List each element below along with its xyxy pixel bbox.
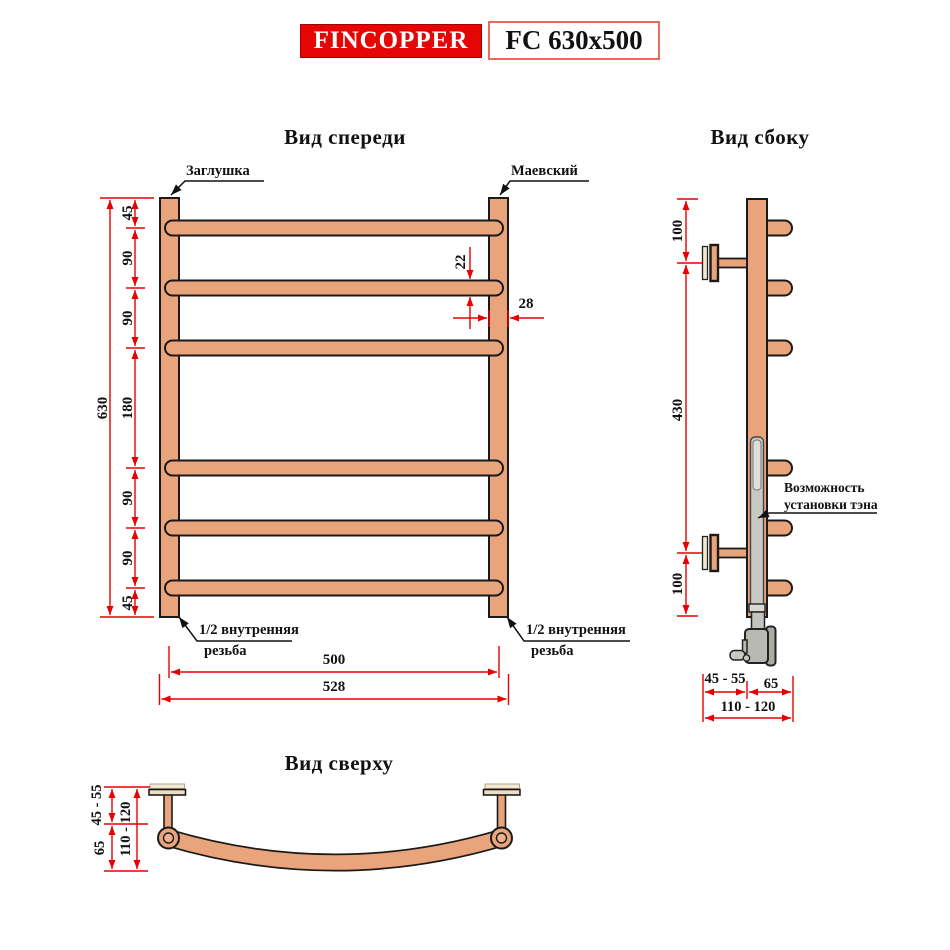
front-bar-4	[165, 461, 503, 476]
front-view-title: Вид спереди	[284, 125, 406, 149]
thread-left-label-line2: резьба	[204, 643, 247, 659]
dim-528: 528	[322, 679, 346, 695]
dim-side-65: 65	[763, 676, 779, 692]
heater-option-label-line1: Возможность	[784, 480, 865, 495]
front-bar-1	[165, 221, 503, 236]
dim-side-110-120: 110 - 120	[720, 699, 776, 715]
bracket-arm-bottom	[714, 549, 750, 558]
dim-630: 630	[94, 396, 111, 420]
bracket-flange-bottom	[711, 535, 719, 571]
dim-topview-110-120: 110 - 120	[117, 801, 134, 857]
front-right-post	[489, 198, 508, 617]
dim-topview-45-55: 45 - 55	[88, 784, 105, 826]
heater-leader-line	[758, 513, 877, 518]
heater-collar	[749, 604, 765, 612]
cable-gland-nut	[743, 655, 749, 661]
dim-side-100-top: 100	[669, 219, 686, 243]
front-bar-5	[165, 521, 503, 536]
top-view-title: Вид сверху	[284, 751, 394, 775]
side-view-title: Вид сбоку	[710, 125, 810, 149]
top-stem-right	[498, 793, 506, 831]
dim-chain-90-2: 90	[119, 310, 136, 326]
front-left-post	[160, 198, 179, 617]
dim-28: 28	[518, 296, 534, 312]
front-bar-6	[165, 581, 503, 596]
dim-chain-90-1: 90	[119, 250, 136, 266]
wall-plate-bottom	[703, 537, 708, 570]
wall-plate-top	[703, 247, 708, 280]
top-post-left-bore	[164, 833, 174, 843]
brand-logo: FINCOPPER	[300, 24, 482, 58]
dim-side-430: 430	[669, 398, 686, 422]
front-bar-3	[165, 341, 503, 356]
side-view-drawing	[703, 199, 878, 666]
plug-leader-line	[171, 181, 264, 195]
dim-22: 22	[452, 254, 469, 270]
top-stem-left	[164, 793, 172, 831]
thread-left-label-line1: 1/2 внутренняя	[199, 622, 299, 638]
top-post-right-bore	[497, 833, 507, 843]
dim-chain-90-4: 90	[119, 550, 136, 566]
plug-label: Заглушка	[186, 163, 250, 179]
dim-side-100-bottom: 100	[669, 572, 686, 596]
dim-side-45-55: 45 - 55	[704, 671, 746, 687]
dim-chain-90-3: 90	[119, 490, 136, 506]
top-wall-plate-right	[484, 790, 521, 796]
dim-chain-45-bottom: 45	[119, 595, 136, 611]
bracket-flange-top	[711, 245, 719, 281]
valve-label: Маевский	[511, 163, 578, 179]
top-wall-plate-right-back	[485, 784, 520, 789]
thread-right-label-line2: резьба	[531, 643, 574, 659]
heater-cartridge-core	[753, 440, 761, 490]
thread-right-label-line1: 1/2 внутренняя	[526, 622, 626, 638]
model-badge: FC 630x500	[488, 21, 660, 60]
valve-leader-line	[500, 181, 589, 195]
bracket-arm-top	[714, 259, 750, 268]
front-view-leaders	[171, 181, 630, 641]
dim-topview-65: 65	[91, 840, 108, 856]
dim-chain-45-top: 45	[119, 205, 136, 221]
dim-chain-180: 180	[119, 396, 136, 420]
top-view-drawing	[149, 784, 520, 863]
dim-500: 500	[322, 652, 346, 668]
top-wall-plate-left	[149, 790, 186, 796]
heater-option-label-line2: установки тэна	[784, 497, 878, 512]
top-wall-plate-left-back	[150, 784, 185, 789]
heater-connector	[752, 612, 765, 630]
